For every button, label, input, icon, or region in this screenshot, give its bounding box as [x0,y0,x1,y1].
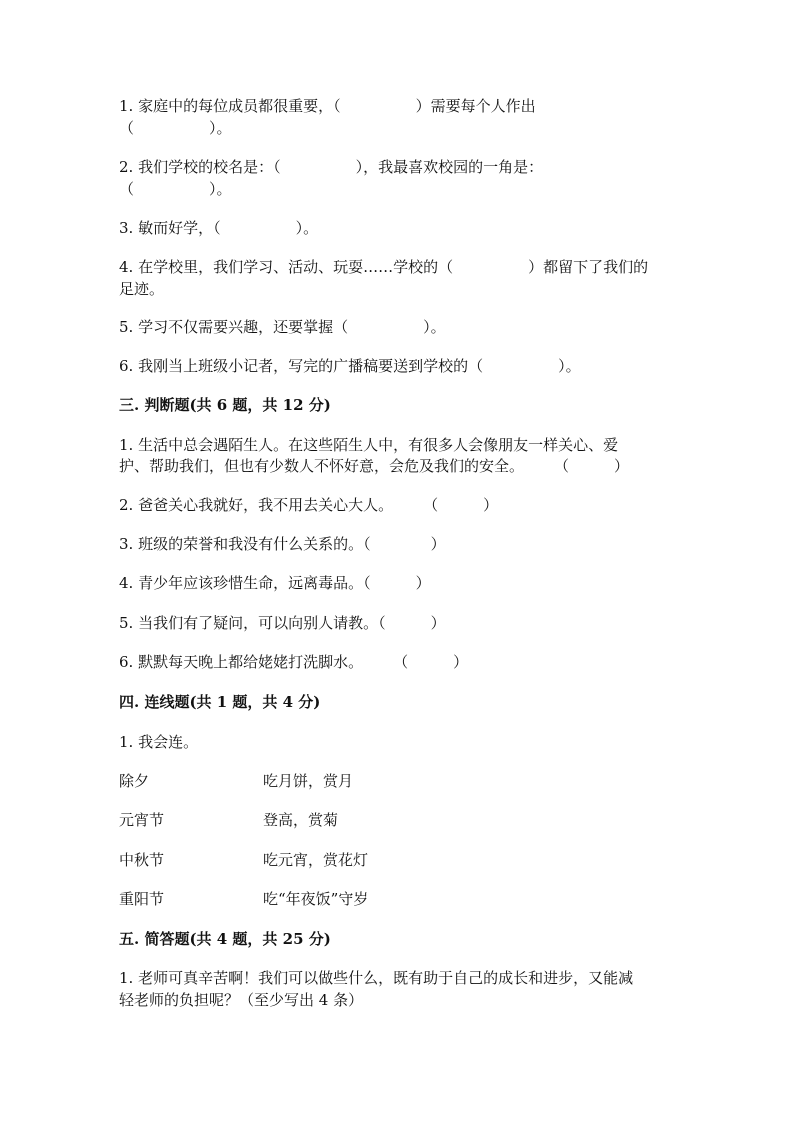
fill-in-3-line1: 3. 敏而好学，（ ）。 [119,219,319,237]
fill-in-5-line1: 5. 学习不仅需要兴趣，还要掌握（ ）。 [119,318,446,336]
fill-in-1-line1: 1. 家庭中的每位成员都很重要，（ ）需要每个人作出 [119,97,536,115]
fill-in-1-line2: （ ）。 [119,119,232,137]
section-title-short-answer: 五. 简答题(共 4 题，共 25 分) [119,930,331,948]
short-answer-1-line2: 轻老师的负担呢？（至少写出 4 条） [119,991,364,1009]
matching-right-3: 吃元宵，赏花灯 [263,851,369,869]
matching-right-2: 登高，赏菊 [263,811,339,829]
matching-left-1: 除夕 [119,772,150,790]
matching-left-3: 中秋节 [119,851,165,869]
section-title-matching: 四. 连线题(共 1 题，共 4 分) [119,693,321,711]
matching-left-2: 元宵节 [119,811,165,829]
section-title-judgement: 三. 判断题(共 6 题，共 12 分) [119,396,331,414]
fill-in-4-line1: 4. 在学校里，我们学习、活动、玩耍……学校的（ ）都留下了我们的 [119,258,649,276]
matching-right-4: 吃“年夜饭”守岁 [263,890,369,908]
fill-in-4-line2: 足迹。 [119,280,165,298]
judgement-4: 4. 青少年应该珍惜生命，远离毒品。（ ） [119,574,431,592]
short-answer-1-line1: 1. 老师可真辛苦啊！我们可以做些什么，既有助于自己的成长和进步，又能减 [119,969,634,987]
matching-right-1: 吃月饼，赏月 [263,772,354,790]
fill-in-6-line1: 6. 我刚当上班级小记者，写完的广播稿要送到学校的（ ）。 [119,357,581,375]
judgement-2: 2. 爸爸关心我就好，我不用去关心大人。 （ ） [119,496,499,514]
judgement-1-line1: 1. 生活中总会遇陌生人。在这些陌生人中，有很多人会像朋友一样关心、爱 [119,436,619,454]
judgement-1-line2: 护、帮助我们，但也有少数人不怀好意，会危及我们的安全。 （ ） [119,457,630,475]
judgement-6: 6. 默默每天晚上都给姥姥打洗脚水。 （ ） [119,653,469,671]
judgement-5: 5. 当我们有了疑问，可以向别人请教。（ ） [119,614,446,632]
fill-in-2-line2: （ ）。 [119,180,232,198]
fill-in-2-line1: 2. 我们学校的校名是：（ ），我最喜欢校园的一角是： [119,158,544,176]
matching-left-4: 重阳节 [119,890,165,908]
matching-question: 1. 我会连。 [119,733,199,751]
judgement-3: 3. 班级的荣誉和我没有什么关系的。（ ） [119,535,446,553]
